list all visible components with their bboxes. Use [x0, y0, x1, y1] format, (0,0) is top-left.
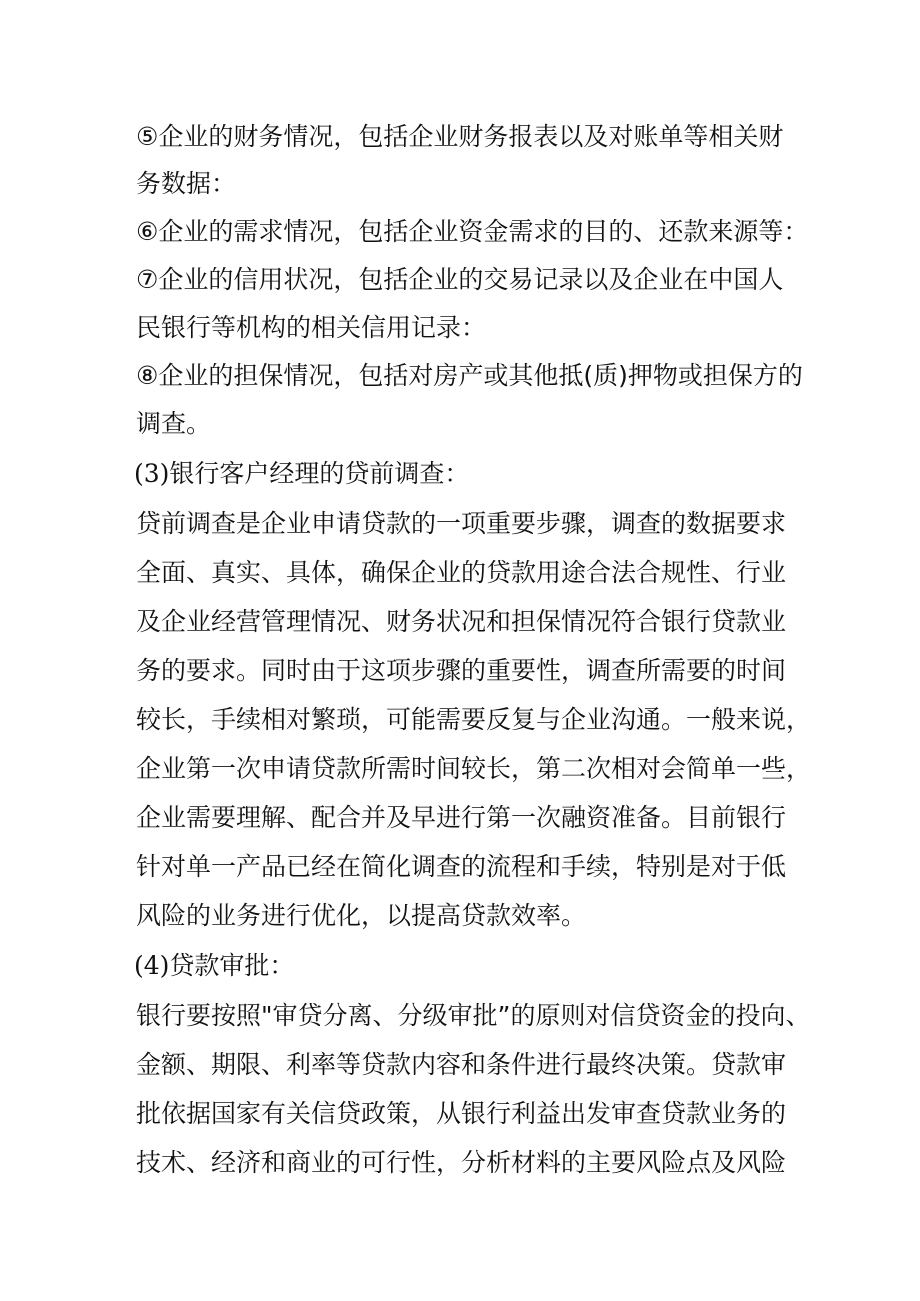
text-line: 及企业经营管理情况、财务状况和担保情况符合银行贷款业: [136, 607, 787, 636]
text-line: 全面、真实、具体，确保企业的贷款用途合法合规性、行业: [136, 558, 787, 587]
section-heading: (4)贷款审批：: [134, 951, 295, 980]
text-line: 批依据国家有关信贷政策，从银行利益出发审查贷款业务的: [136, 1099, 787, 1128]
text-line: 民银行等机构的相关信用记录：: [136, 313, 487, 342]
text-line: 企业需要理解、配合并及早进行第一次融资准备。目前银行: [136, 803, 787, 832]
text-line: 风险的业务进行优化，以提高贷款效率。: [136, 901, 587, 930]
text-line: 银行要按照"审贷分离、分级审批”的原则对信贷资金的投向、: [136, 1001, 811, 1030]
text-line: 针对单一产品已经在简化调查的流程和手续，特别是对于低: [136, 852, 787, 881]
text-line: ⑤企业的财务情况，包括企业财务报表以及对账单等相关财: [136, 122, 784, 151]
text-line: 调查。: [136, 409, 212, 438]
text-line: 金额、期限、利率等贷款内容和条件进行最终决策。贷款审: [136, 1050, 787, 1079]
text-line: 务的要求。同时由于这项步骤的重要性，调查所需要的时间: [136, 656, 787, 685]
text-line: ⑧企业的担保情况，包括对房产或其他抵(质)押物或担保方的: [136, 361, 803, 390]
text-line: 技术、经济和商业的可行性，分析材料的主要风险点及风险: [136, 1148, 787, 1177]
section-heading: (3)银行客户经理的贷前调查：: [134, 459, 470, 488]
text-line: ⑥企业的需求情况，包括企业资金需求的目的、还款来源等：: [136, 217, 809, 246]
text-line: 务数据：: [136, 169, 237, 198]
text-line: 贷前调查是企业申请贷款的一项重要步骤，调查的数据要求: [136, 509, 787, 538]
text-line: ⑦企业的信用状况，包括企业的交易记录以及企业在中国人: [136, 265, 784, 294]
text-line: 企业第一次申请贷款所需时间较长，第二次相对会简单一些，: [136, 754, 812, 783]
text-line: 较长，手续相对繁琐，可能需要反复与企业沟通。一般来说，: [136, 705, 812, 734]
